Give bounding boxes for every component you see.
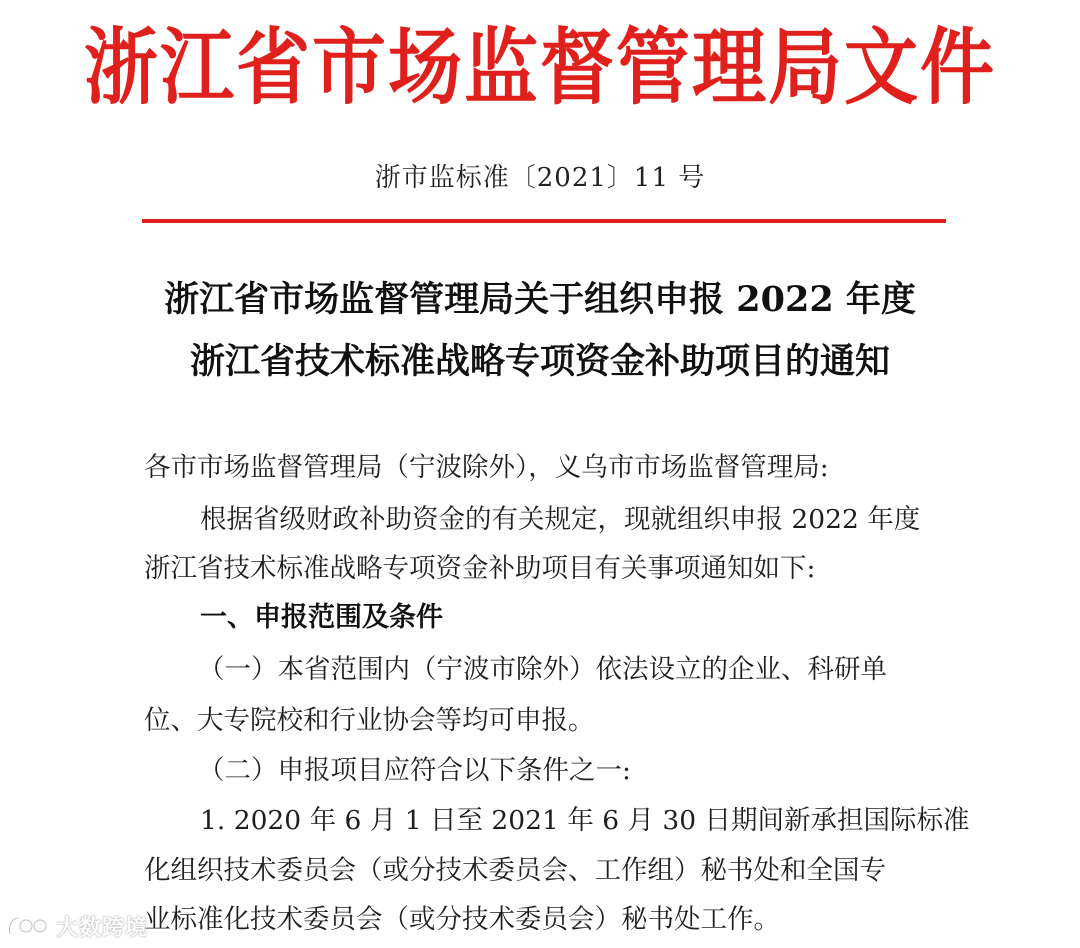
- notice-title-line2: 浙江省技术标准战略专项资金补助项目的通知: [189, 341, 890, 382]
- intro-line-2: 浙江省技术标准战略专项资金补助项目有关事项通知如下:: [144, 553, 816, 584]
- condition-1-line-2: 化组织技术委员会（或分技术委员会、工作组）秘书处和全国专: [144, 855, 886, 886]
- brand-logo-icon: [6, 912, 50, 940]
- item-1-line-1: （一）本省范围内（宁波市除外）依法设立的企业、科研单: [198, 654, 887, 685]
- document-masthead: 浙江省市场监督管理局文件: [84, 19, 996, 116]
- condition-1-line-3: 业标准化技术委员会（或分技术委员会）秘书处工作。: [144, 904, 780, 935]
- condition-1-line-1: 1. 2020 年 6 月 1 日至 2021 年 6 月 30 日期间新承担国际标准: [200, 805, 970, 836]
- document-number: 浙市监标准〔2021〕11 号: [374, 163, 706, 193]
- addressee: 各市市场监督管理局（宁波除外），义乌市市场监督管理局:: [144, 452, 829, 483]
- section-1-heading: 一、申报范围及条件: [200, 602, 443, 633]
- intro-line-1: 根据省级财政补助资金的有关规定，现就组织申报 2022 年度: [200, 504, 921, 535]
- item-1-line-2: 位、大专院校和行业协会等均可申报。: [144, 705, 595, 736]
- notice-title-line1: 浙江省市场监督管理局关于组织申报 2022 年度: [164, 279, 916, 320]
- item-2-line-1: （二）申报项目应符合以下条件之一:: [198, 755, 631, 786]
- watermark-text: 大数跨境: [56, 915, 149, 941]
- watermark: [6, 908, 148, 944]
- red-divider: [142, 219, 946, 223]
